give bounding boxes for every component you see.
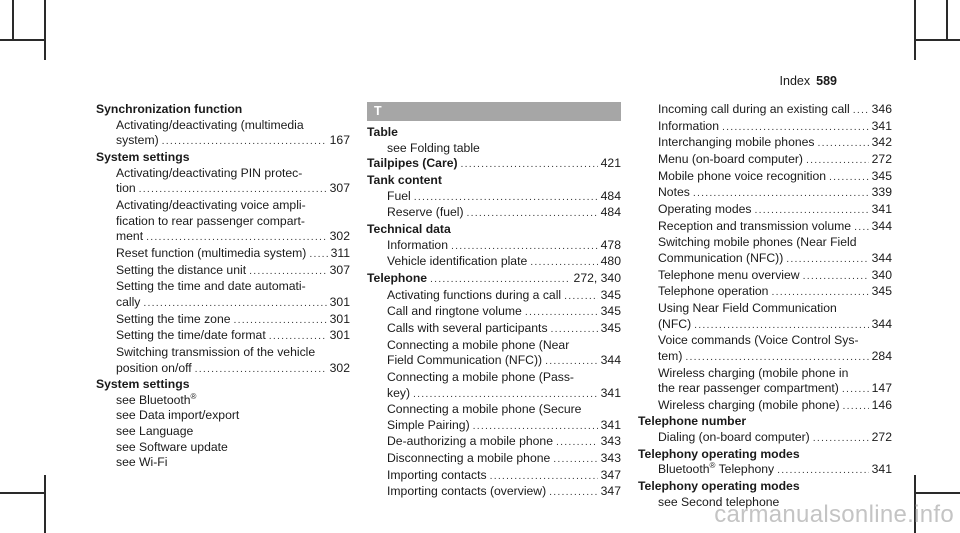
index-subentry: Switching mobile phones (Near Field <box>658 235 857 250</box>
index-subentry: Information ..... 478 <box>367 238 621 255</box>
page-ref[interactable]: 347 <box>600 467 621 482</box>
page-ref[interactable]: 146 <box>871 397 892 412</box>
page-ref[interactable]: 344 <box>600 353 621 368</box>
page-ref[interactable]: 344 <box>871 316 892 331</box>
index-subentry: Setting the time and date automati- <box>116 279 306 294</box>
index-heading: Telephony operating modes <box>638 446 800 461</box>
index-subentry: Incoming call during an existing call ..... 346 <box>638 102 892 119</box>
page-ref[interactable]: 272 <box>871 430 892 445</box>
page-ref[interactable]: 301 <box>329 311 350 326</box>
page-ref[interactable]: 345 <box>600 320 621 335</box>
index-column-3 <box>638 102 892 510</box>
index-subentry: Dialing (on-board computer) ..... 272 <box>638 430 892 447</box>
index-subentry: Mobile phone voice recognition ..... 345 <box>638 169 892 186</box>
page-ref[interactable]: 484 <box>600 205 621 220</box>
letter-section-header: T <box>367 102 621 121</box>
page-ref[interactable]: 302 <box>329 229 350 244</box>
crop-mark <box>44 475 46 533</box>
page-number: 589 <box>816 74 837 88</box>
page-ref[interactable]: 344 <box>871 218 892 233</box>
index-subentry: De-authorizing a mobile phone ..... 343 <box>367 434 621 451</box>
index-subentry: Calls with several participants ..... 345 <box>367 321 621 338</box>
index-subentry: Menu (on-board computer) ..... 272 <box>638 152 892 169</box>
page-ref[interactable]: 484 <box>600 188 621 203</box>
index-subentry: Setting the distance unit ..... 307 <box>96 263 350 280</box>
index-subentry: Activating/deactivating (multimedia <box>116 117 304 132</box>
index-heading: Telephony operating modes <box>638 479 800 494</box>
index-subentry: Connecting a mobile phone (Secure <box>387 402 582 417</box>
index-subentry: ment ..... 302 <box>96 229 350 246</box>
index-subentry: Importing contacts ..... 347 <box>367 468 621 485</box>
index-subentry: key) ..... 341 <box>367 386 621 403</box>
index-heading: Telephone ..... 272, 340 <box>367 271 621 288</box>
index-subentry: system) ..... 167 <box>96 133 350 150</box>
page-ref[interactable]: 478 <box>600 237 621 252</box>
index-subentry: Vehicle identification plate ..... 480 <box>367 254 621 271</box>
index-subentry: Telephone menu overview ..... 340 <box>638 268 892 285</box>
page-ref[interactable]: 347 <box>600 484 621 499</box>
page-ref[interactable]: 344 <box>871 250 892 265</box>
index-subentry: position on/off ..... 302 <box>96 361 350 378</box>
header-title: Index <box>779 74 811 88</box>
index-column-1 <box>96 102 350 471</box>
index-subentry: Switching transmission of the vehicle <box>116 344 316 359</box>
index-subentry: fication to rear passenger compart- <box>116 213 305 228</box>
page-ref[interactable]: 346 <box>871 102 892 116</box>
index-subentry: Voice commands (Voice Control Sys- <box>658 333 859 348</box>
page-ref[interactable]: 480 <box>600 254 621 269</box>
page-ref[interactable]: 345 <box>871 284 892 299</box>
cross-reference[interactable]: see Data import/export <box>116 408 240 423</box>
index-subentry: cally ..... 301 <box>96 295 350 312</box>
page-ref[interactable]: 343 <box>600 451 621 466</box>
index-subentry: Disconnecting a mobile phone ..... 343 <box>367 451 621 468</box>
page-ref[interactable]: 311 <box>330 245 350 260</box>
index-subentry: Notes ..... 339 <box>638 185 892 202</box>
index-heading: Tailpipes (Care) ..... 421 <box>367 156 621 173</box>
index-heading: System settings <box>96 377 190 392</box>
cross-reference[interactable]: see Folding table <box>387 140 480 155</box>
watermark: carmanualsonline.info <box>714 501 954 528</box>
page-ref[interactable]: 147 <box>871 381 892 396</box>
index-subentry: Communication (NFC)) ..... 344 <box>638 251 892 268</box>
index-heading: System settings <box>96 149 190 164</box>
cross-reference[interactable]: see Bluetooth® <box>116 392 197 407</box>
page-ref[interactable]: 341 <box>871 462 892 477</box>
index-subentry: Call and ringtone volume ..... 345 <box>367 304 621 321</box>
cross-reference[interactable]: see Second telephone <box>658 494 780 509</box>
index-subentry: Telephone operation ..... 345 <box>638 284 892 301</box>
page-ref[interactable]: 340 <box>871 267 892 282</box>
page-ref[interactable]: 301 <box>329 328 350 343</box>
page-ref[interactable]: 342 <box>871 135 892 150</box>
page-ref[interactable]: 341 <box>600 417 621 432</box>
index-subentry: tem) ..... 284 <box>638 349 892 366</box>
page-ref[interactable]: 339 <box>871 185 892 200</box>
crop-mark <box>914 492 960 494</box>
page-ref[interactable]: 167 <box>329 133 350 148</box>
index-subentry: tion ..... 307 <box>96 181 350 198</box>
page-ref[interactable]: 302 <box>329 360 350 375</box>
page-ref[interactable]: 272, 340 <box>573 270 621 285</box>
cross-reference[interactable]: see Language <box>116 424 194 439</box>
index-subentry: the rear passenger compartment) ..... 147 <box>638 381 892 398</box>
index-subentry: Information ..... 341 <box>638 119 892 136</box>
page-ref[interactable]: 345 <box>600 304 621 319</box>
index-subentry: Interchanging mobile phones ..... 342 <box>638 135 892 152</box>
page-ref[interactable]: 343 <box>600 434 621 449</box>
page-ref[interactable]: 345 <box>871 168 892 183</box>
index-subentry: Activating/deactivating voice ampli- <box>116 197 306 212</box>
index-heading: Technical data <box>367 221 451 236</box>
crop-mark <box>914 39 960 41</box>
crop-mark <box>914 0 916 60</box>
index-heading: Telephone number <box>638 414 747 429</box>
index-column-2 <box>367 102 621 501</box>
index-subentry: Reception and transmission volume ..... 344 <box>638 219 892 236</box>
cross-reference[interactable]: see Software update <box>116 439 228 454</box>
page-ref[interactable]: 341 <box>871 201 892 216</box>
crop-mark <box>0 492 46 494</box>
page-ref[interactable]: 272 <box>871 151 892 166</box>
index-subentry: Reset function (multimedia system) ..... 311 <box>96 246 350 263</box>
page-ref[interactable]: 345 <box>600 287 621 302</box>
index-subentry: (NFC) ..... 344 <box>638 317 892 334</box>
index-subentry: Reserve (fuel) ..... 484 <box>367 205 621 222</box>
page-ref[interactable]: 341 <box>871 118 892 133</box>
index-subentry: Wireless charging (mobile phone) ..... 146 <box>638 398 892 415</box>
index-subentry: Field Communication (NFC)) ..... 344 <box>367 353 621 370</box>
index-subentry: Connecting a mobile phone (Pass- <box>387 369 574 384</box>
index-heading: Synchronization function <box>96 102 243 116</box>
page-ref[interactable]: 301 <box>329 294 350 309</box>
index-subentry: Using Near Field Communication <box>658 300 837 315</box>
crop-mark <box>0 39 46 41</box>
page-ref[interactable]: 307 <box>329 181 350 196</box>
index-subentry: Importing contacts (overview) ..... 347 <box>367 484 621 501</box>
crop-mark <box>12 0 14 41</box>
page-ref[interactable]: 341 <box>600 385 621 400</box>
page-ref[interactable]: 307 <box>329 262 350 277</box>
index-subentry: Connecting a mobile phone (Near <box>387 337 570 352</box>
crop-mark <box>946 0 948 41</box>
index-subentry: Simple Pairing) ..... 341 <box>367 418 621 435</box>
index-subentry: Setting the time/date format ..... 301 <box>96 328 350 345</box>
index-subentry: Bluetooth® Telephony ..... 341 <box>638 462 892 479</box>
page-header <box>780 74 837 88</box>
index-subentry: Activating/deactivating PIN protec- <box>116 165 303 180</box>
index-subentry: Wireless charging (mobile phone in <box>658 365 849 380</box>
index-subentry: Operating modes ..... 341 <box>638 202 892 219</box>
index-heading: Table <box>367 125 398 139</box>
cross-reference[interactable]: see Wi-Fi <box>116 455 168 470</box>
crop-mark <box>44 0 46 60</box>
page-ref[interactable]: 284 <box>871 348 892 363</box>
page-ref[interactable]: 421 <box>600 156 621 171</box>
index-heading: Tank content <box>367 172 442 187</box>
index-subentry: Setting the time zone ..... 301 <box>96 312 350 329</box>
index-subentry: Activating functions during a call ..... 345 <box>367 288 621 305</box>
index-subentry: Fuel ..... 484 <box>367 189 621 206</box>
